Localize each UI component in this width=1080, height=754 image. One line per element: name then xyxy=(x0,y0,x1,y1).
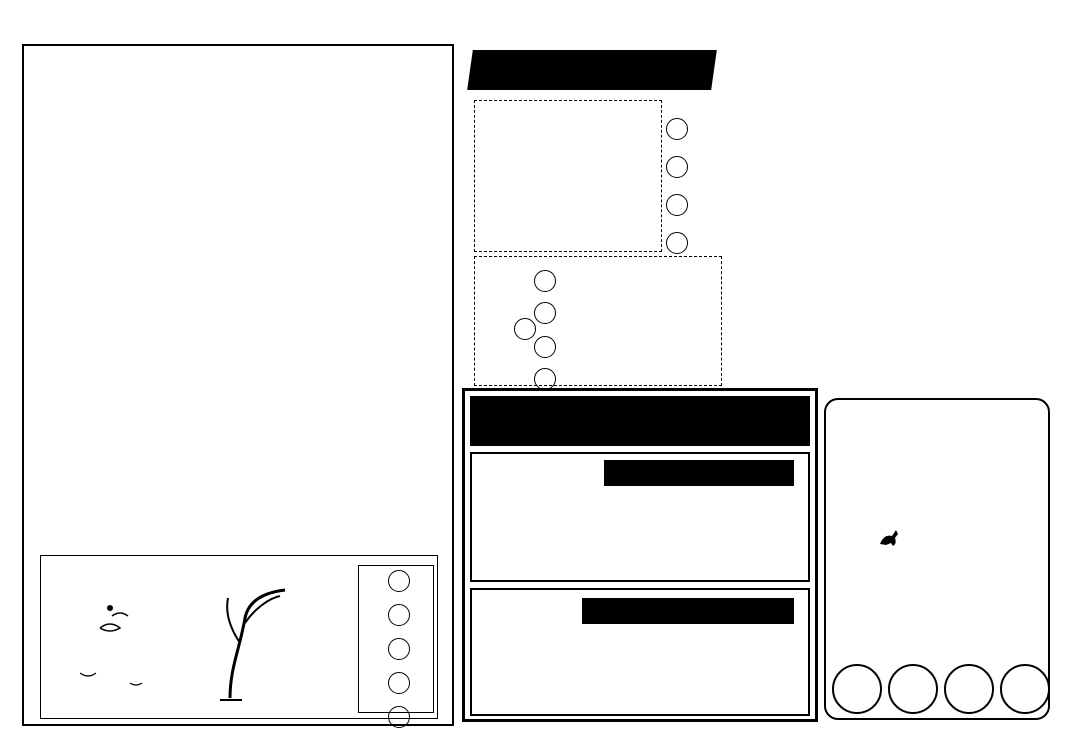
number-circle xyxy=(388,638,410,660)
selected-box xyxy=(474,256,722,386)
zodiac-circle xyxy=(832,664,882,714)
selected-nums xyxy=(534,302,556,328)
number-circle xyxy=(388,672,410,694)
dog-illustration xyxy=(876,526,902,552)
number-circle xyxy=(534,368,556,390)
page-title-banner xyxy=(420,0,650,30)
number-circle xyxy=(534,302,556,324)
number-circle xyxy=(666,194,688,216)
selected-nums xyxy=(534,336,556,362)
number-circle xyxy=(514,318,536,340)
selected-nums xyxy=(534,270,556,296)
tree-illustration xyxy=(80,568,320,708)
number-circle xyxy=(534,336,556,358)
zodiac-circle xyxy=(1000,664,1050,714)
left-brand-strip xyxy=(0,30,20,730)
selected-nums xyxy=(514,318,536,344)
number-circle xyxy=(388,706,410,728)
number-circle xyxy=(388,570,410,592)
number-circle xyxy=(388,604,410,626)
right-brand-strip xyxy=(1058,30,1080,730)
newfeed-heading-bg xyxy=(470,396,810,446)
number-circle xyxy=(534,270,556,292)
strategy-heading-box xyxy=(467,50,717,90)
zodiac-circles xyxy=(832,664,1050,714)
number-circle xyxy=(666,118,688,140)
number-circle xyxy=(666,232,688,254)
strategy-side-nums xyxy=(666,118,688,258)
part1-title-bg xyxy=(604,460,794,486)
part2-title-bg xyxy=(582,598,794,624)
number-circle xyxy=(666,156,688,178)
image-riddle-nums xyxy=(388,570,410,732)
zodiac-circle xyxy=(944,664,994,714)
strategy-text-box xyxy=(474,100,662,252)
bottom-brand-strip xyxy=(0,734,1080,754)
zodiac-circle xyxy=(888,664,938,714)
